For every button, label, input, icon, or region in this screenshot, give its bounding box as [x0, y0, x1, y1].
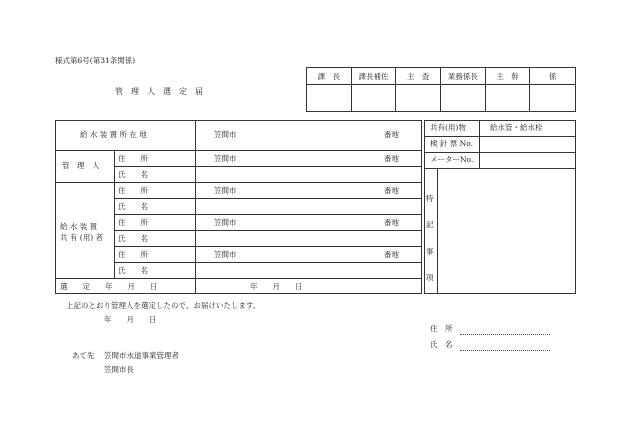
- signature-address-label: 住 所: [430, 324, 453, 333]
- co-owner-1-address-banchi: 番地: [384, 186, 399, 195]
- recipient-label: あて先: [72, 351, 95, 360]
- manager-label: 管 理 人: [62, 161, 100, 170]
- recipient-line1: 笠間市水道事業管理者: [104, 351, 179, 360]
- approval-header-shusa: 主 査: [396, 68, 441, 85]
- signature-address-line[interactable]: [460, 334, 550, 335]
- approval-stamp-cell[interactable]: [396, 85, 441, 111]
- location-city: 笠間市: [214, 130, 237, 139]
- co-owner-3-address-label: 住 所: [118, 250, 148, 259]
- manager-name-label: 氏 名: [118, 170, 148, 179]
- declaration-text: 上記のとおり管理人を選定したので、お届けいたします。: [66, 301, 261, 310]
- co-owner-2-name-label: 氏 名: [118, 234, 148, 243]
- shared-label: 共有(用)物: [430, 123, 466, 132]
- recipient-line2: 笠間市長: [104, 365, 134, 374]
- approval-stamp-cell[interactable]: [352, 85, 397, 111]
- approval-stamp-grid: [306, 67, 576, 112]
- declaration-date[interactable]: 年 月 日: [104, 315, 157, 324]
- location-label: 給 水 装 置 所 在 地: [80, 130, 147, 139]
- co-owner-3-name-label: 氏 名: [118, 266, 148, 275]
- manager-address-label: 住 所: [118, 154, 148, 163]
- special-notes-label: 特 記 事 項: [426, 194, 434, 282]
- inspection-no-label: 検 針 票 No.: [430, 139, 473, 148]
- signature-name-label: 氏 名: [430, 340, 453, 349]
- approval-header-kakari: 係: [530, 68, 575, 85]
- approval-header-gyomu-kakaricho: 業務係長: [441, 68, 486, 85]
- co-owner-2-address-banchi: 番地: [384, 218, 399, 227]
- approval-stamp-cell[interactable]: [307, 85, 352, 111]
- co-owner-1-address-city: 笠間市: [214, 186, 237, 195]
- co-owner-1-address-label: 住 所: [118, 186, 148, 195]
- approval-header-shukan: 主 幹: [486, 68, 531, 85]
- approval-header-kacho-hosa: 課長補佐: [352, 68, 397, 85]
- co-owner-label: 給 水 装 置 共 有 (用) 者: [60, 222, 104, 243]
- approval-stamp-cell[interactable]: [486, 85, 531, 111]
- co-owner-2-address-label: 住 所: [118, 218, 148, 227]
- meter-no-label: メーターNo.: [430, 155, 474, 164]
- co-owner-3-address-city: 笠間市: [214, 250, 237, 259]
- location-banchi: 番地: [384, 130, 399, 139]
- co-owner-3-address-banchi: 番地: [384, 250, 399, 259]
- main-table: [55, 120, 422, 294]
- manager-address-banchi: 番地: [384, 154, 399, 163]
- form-title: 管 理 人 選 定 届: [115, 87, 203, 96]
- approval-stamp-cell[interactable]: [530, 85, 575, 111]
- approval-stamp-cell[interactable]: [441, 85, 486, 111]
- selection-date-label: 選 定 年 月 日: [60, 282, 158, 291]
- approval-header-kacho: 課 長: [307, 68, 352, 85]
- manager-address-city: 笠間市: [214, 154, 237, 163]
- signature-name-line[interactable]: [460, 350, 550, 351]
- selection-date-value[interactable]: 年 月 日: [250, 282, 303, 291]
- co-owner-1-name-label: 氏 名: [118, 202, 148, 211]
- co-owner-2-address-city: 笠間市: [214, 218, 237, 227]
- shared-value: 給水管・給水栓: [490, 123, 543, 132]
- form-number: 様式第6号(第31条関係): [55, 56, 136, 65]
